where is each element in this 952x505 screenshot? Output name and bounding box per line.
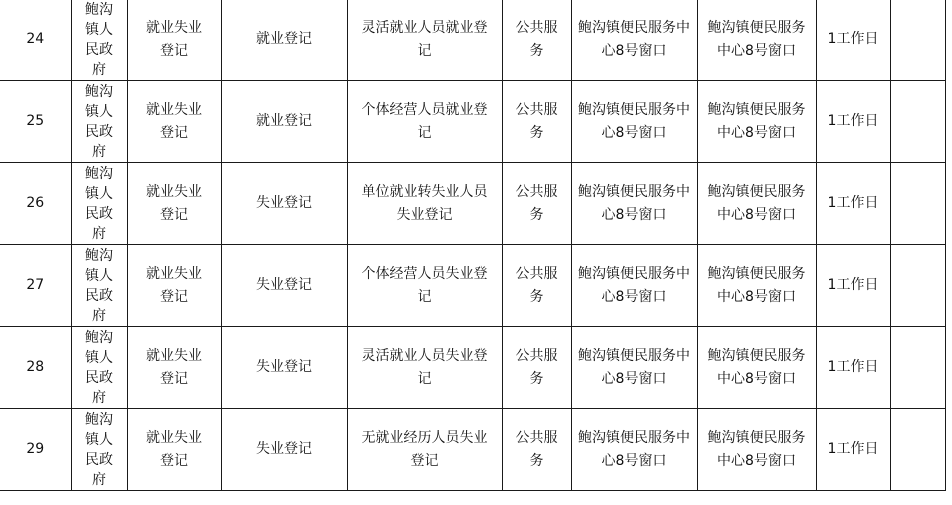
cell-agency: 鲍沟镇人民政府 — [71, 409, 127, 491]
cell-item-name: 单位就业转失业人员失业登记 — [347, 163, 502, 245]
cell-number: 26 — [0, 163, 71, 245]
cell-subcategory: 失业登记 — [221, 327, 347, 409]
cell-acceptance-location: 鲍沟镇便民服务中心8号窗口 — [697, 0, 816, 81]
cell-subcategory: 失业登记 — [221, 409, 347, 491]
cell-agency: 鲍沟镇人民政府 — [71, 81, 127, 163]
cell-note — [890, 245, 945, 327]
cell-acceptance-location: 鲍沟镇便民服务中心8号窗口 — [697, 163, 816, 245]
cell-note — [890, 81, 945, 163]
cell-number: 25 — [0, 81, 71, 163]
cell-number: 27 — [0, 245, 71, 327]
cell-time-limit: 1工作日 — [816, 409, 890, 491]
cell-time-limit: 1工作日 — [816, 327, 890, 409]
cell-handling-location: 鲍沟镇便民服务中心8号窗口 — [571, 409, 697, 491]
cell-agency: 鲍沟镇人民政府 — [71, 245, 127, 327]
cell-time-limit: 1工作日 — [816, 0, 890, 81]
cell-service-type: 公共服务 — [502, 409, 571, 491]
cell-handling-location: 鲍沟镇便民服务中心8号窗口 — [571, 327, 697, 409]
cell-category: 就业失业登记 — [127, 409, 221, 491]
cell-service-type: 公共服务 — [502, 163, 571, 245]
cell-note — [890, 409, 945, 491]
cell-handling-location: 鲍沟镇便民服务中心8号窗口 — [571, 81, 697, 163]
cell-agency: 鲍沟镇人民政府 — [71, 327, 127, 409]
cell-subcategory: 就业登记 — [221, 0, 347, 81]
cell-item-name: 灵活就业人员就业登记 — [347, 0, 502, 81]
cell-item-name: 个体经营人员就业登记 — [347, 81, 502, 163]
cell-category: 就业失业登记 — [127, 327, 221, 409]
cell-note — [890, 0, 945, 81]
cell-subcategory: 失业登记 — [221, 163, 347, 245]
cell-number: 28 — [0, 327, 71, 409]
cell-item-name: 个体经营人员失业登记 — [347, 245, 502, 327]
cell-time-limit: 1工作日 — [816, 163, 890, 245]
cell-number: 24 — [0, 0, 71, 81]
cell-subcategory: 失业登记 — [221, 245, 347, 327]
cell-handling-location: 鲍沟镇便民服务中心8号窗口 — [571, 245, 697, 327]
cell-agency: 鲍沟镇人民政府 — [71, 0, 127, 81]
cell-time-limit: 1工作日 — [816, 81, 890, 163]
table-row — [0, 0, 945, 81]
cell-time-limit: 1工作日 — [816, 245, 890, 327]
cell-acceptance-location: 鲍沟镇便民服务中心8号窗口 — [697, 409, 816, 491]
cell-subcategory: 就业登记 — [221, 81, 347, 163]
cell-service-type: 公共服务 — [502, 0, 571, 81]
cell-acceptance-location: 鲍沟镇便民服务中心8号窗口 — [697, 245, 816, 327]
cell-handling-location: 鲍沟镇便民服务中心8号窗口 — [571, 0, 697, 81]
cell-note — [890, 163, 945, 245]
table-row — [0, 409, 945, 491]
cell-item-name: 无就业经历人员失业登记 — [347, 409, 502, 491]
cell-category: 就业失业登记 — [127, 163, 221, 245]
cell-agency: 鲍沟镇人民政府 — [71, 163, 127, 245]
cell-handling-location: 鲍沟镇便民服务中心8号窗口 — [571, 163, 697, 245]
cell-service-type: 公共服务 — [502, 327, 571, 409]
cell-acceptance-location: 鲍沟镇便民服务中心8号窗口 — [697, 327, 816, 409]
cell-category: 就业失业登记 — [127, 81, 221, 163]
table-row — [0, 327, 945, 409]
cell-item-name: 灵活就业人员失业登记 — [347, 327, 502, 409]
cell-note — [890, 327, 945, 409]
cell-service-type: 公共服务 — [502, 81, 571, 163]
table-row — [0, 81, 945, 163]
cell-category: 就业失业登记 — [127, 0, 221, 81]
cell-service-type: 公共服务 — [502, 245, 571, 327]
table-row — [0, 163, 945, 245]
table-row — [0, 245, 945, 327]
cell-acceptance-location: 鲍沟镇便民服务中心8号窗口 — [697, 81, 816, 163]
cell-category: 就业失业登记 — [127, 245, 221, 327]
cell-number: 29 — [0, 409, 71, 491]
